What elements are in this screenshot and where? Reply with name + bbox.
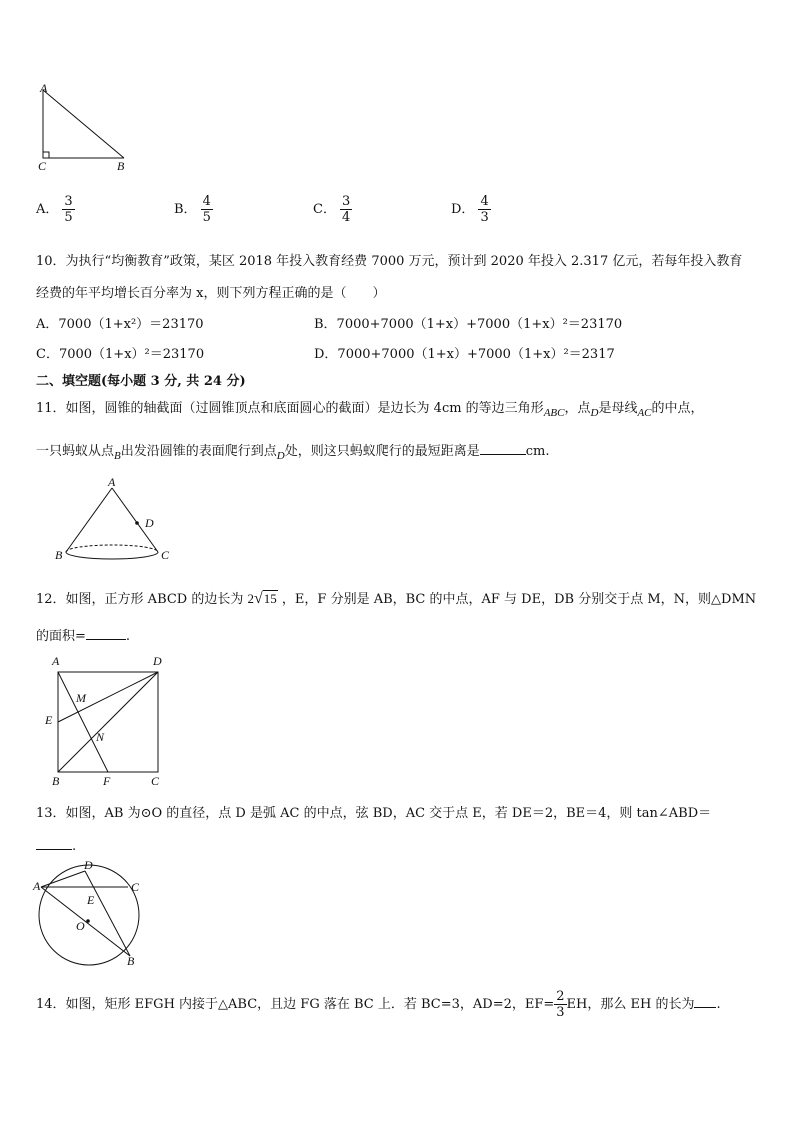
- label-C: C: [151, 774, 160, 788]
- q12-line2: 的面积= .: [36, 625, 130, 644]
- q11-line1: 11．如图，圆锥的轴截面（过圆锥顶点和底面圆心的截面）是边长为 4cm 的等边三角形$_{ABC}$，点$_D$是母线$_{AC}$的中点，: [36, 401, 704, 419]
- label-A: A: [52, 654, 60, 668]
- label-N: N: [96, 730, 105, 744]
- q13-line1: 13．如图，AB 为⊙O 的直径，点 D 是弧 AC 的中点，弦 BD，AC 交于点 E，若 DE＝2，BE＝4，则 tan∠ABD＝: [36, 806, 712, 821]
- q11-line2: 一只蚂蚁从点$_B$出发沿圆锥的表面爬行到点$_D$处，则这只蚂蚁爬行的最短距离是 cm.: [36, 440, 549, 459]
- q10-line1: 10．为执行“均衡教育”政策，某区 2018 年投入教育经费 7000 万元，预计到 2020 年投入 2.317 亿元，若每年投入教育: [36, 254, 743, 269]
- label-B: B: [117, 159, 125, 173]
- square-figure: [40, 652, 170, 790]
- label-E: E: [87, 893, 95, 907]
- q9-option-d: D． $\frac{4}{3}$: [451, 194, 489, 225]
- label-O: O: [76, 919, 85, 933]
- label-D: D: [84, 858, 93, 872]
- label-C: C: [38, 159, 47, 173]
- label-B: B: [127, 954, 135, 968]
- label-A: A: [108, 475, 116, 489]
- label-C: C: [161, 548, 170, 562]
- q13-answer-blank: [36, 836, 72, 850]
- circle-figure: [30, 858, 150, 978]
- q14-line1: 14．如图，矩形 EFGH 内接于△ABC，且边 FG 落在 BC 上．若 BC=3，AD=2，EF= $\frac{2}{3}$ EH，那么 EH 的长为 .: [36, 989, 721, 1020]
- q9-option-a: A． $\frac{3}{5}$: [36, 194, 73, 225]
- q12-answer-blank: [86, 626, 126, 640]
- label-B: B: [55, 548, 63, 562]
- q11-answer-blank: [480, 441, 526, 455]
- label-B: B: [52, 774, 60, 788]
- q12-line1: 12．如图，正方形 ABCD 的边长为 2√15 ，E，F 分别是 AB，BC 的中点，AF 与 DE，DB 分别交于点 M，N，则△DMN: [36, 590, 757, 607]
- cone-figure: [50, 474, 180, 566]
- label-D: D: [145, 516, 154, 530]
- q10-option-c: C．7000（1+x）²＝23170: [36, 347, 205, 362]
- q10-option-d: D．7000+7000（1+x）+7000（1+x）²＝2317: [314, 347, 615, 362]
- q10-option-b: B．7000+7000（1+x）+7000（1+x）²＝23170: [314, 317, 623, 332]
- triangle-figure: [32, 78, 136, 176]
- label-C: C: [131, 880, 140, 894]
- label-A: A: [40, 81, 48, 95]
- label-E: E: [45, 713, 53, 727]
- q9-option-c: C． $\frac{3}{4}$: [313, 194, 351, 225]
- q10-line2: 经费的年平均增长百分率为 x，则下列方程正确的是（ ）: [36, 286, 386, 301]
- q9-option-b: B． $\frac{4}{5}$: [174, 194, 211, 225]
- label-M: M: [76, 691, 86, 705]
- q10-option-a: A．7000（1+x²）＝23170: [36, 317, 204, 332]
- label-D: D: [153, 654, 162, 668]
- label-F: F: [103, 774, 111, 788]
- section-heading: 二、填空题(每小题 3 分, 共 24 分): [36, 374, 246, 389]
- label-A: A: [33, 879, 41, 893]
- q13-line2: .: [36, 836, 76, 854]
- q14-answer-blank: [694, 994, 716, 1008]
